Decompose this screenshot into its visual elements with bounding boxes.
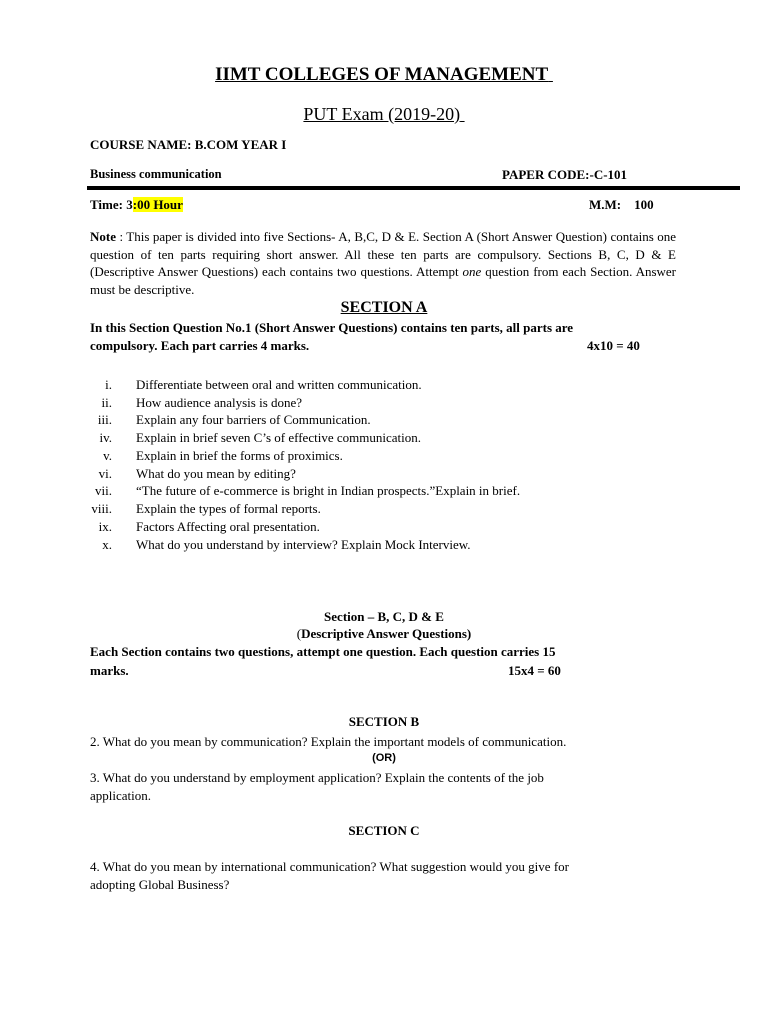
or-label: (OR): [372, 752, 396, 764]
section-a-instruction-2: compulsory. Each part carries 4 marks.: [90, 338, 310, 353]
question-2: 2. What do you mean by communication? Explain the important models of communication.: [90, 734, 567, 749]
question-4-line-2: adopting Global Business?: [90, 877, 230, 892]
section-bcde-marks: 15x4 = 60: [508, 663, 561, 678]
question-4-line-1: 4. What do you mean by international communication? What suggestion would you give for: [90, 859, 569, 874]
section-a-instruction-1: In this Section Question No.1 (Short Answer Questions) contains ten parts, all parts are: [90, 320, 574, 335]
section-c-title: SECTION C: [348, 823, 420, 838]
section-bcde-instruction-1: Each Section contains two questions, attempt one question. Each question carries 15: [90, 644, 556, 659]
section-bcde-instruction-2: marks.: [90, 663, 129, 678]
max-marks: M.M: 100: [589, 197, 654, 212]
subject-name: Business communication: [90, 167, 222, 181]
paper-code: PAPER CODE:-C-101: [502, 167, 628, 182]
question-3-line-1: 3. What do you understand by employment application? Explain the contents of the job: [90, 770, 544, 785]
section-bcde-title: Section – B, C, D & E: [324, 609, 444, 624]
college-name: IIMT COLLEGES OF MANAGEMENT: [215, 64, 549, 85]
header-rule: [87, 186, 740, 190]
note-label: Note: [90, 229, 116, 244]
section-bcde-subtitle: (Descriptive Answer Questions): [296, 626, 472, 641]
question-3-line-2: application.: [90, 788, 152, 803]
note-paragraph: Note : This paper is divided into five Sections- A, B,C, D & E. Section A (Short Answer Question) contains one question of ten parts requiring short answer. All these ten parts are compulsory. Sections B, C, D & E (Descriptive Answer Questions) each contains two questions. Attempt one question from each Section. Answer must be descriptive.: [90, 229, 676, 298]
course-name: COURSE NAME: B.COM YEAR I: [90, 137, 287, 152]
exam-title: PUT Exam (2019-20): [303, 104, 461, 124]
time-highlight: :00 Hour: [132, 197, 183, 212]
section-a-title: SECTION A: [340, 299, 428, 316]
section-b-title: SECTION B: [348, 714, 420, 729]
section-a-marks: 4x10 = 40: [587, 338, 640, 353]
exam-time: Time: 3:00 Hour: [90, 197, 183, 212]
